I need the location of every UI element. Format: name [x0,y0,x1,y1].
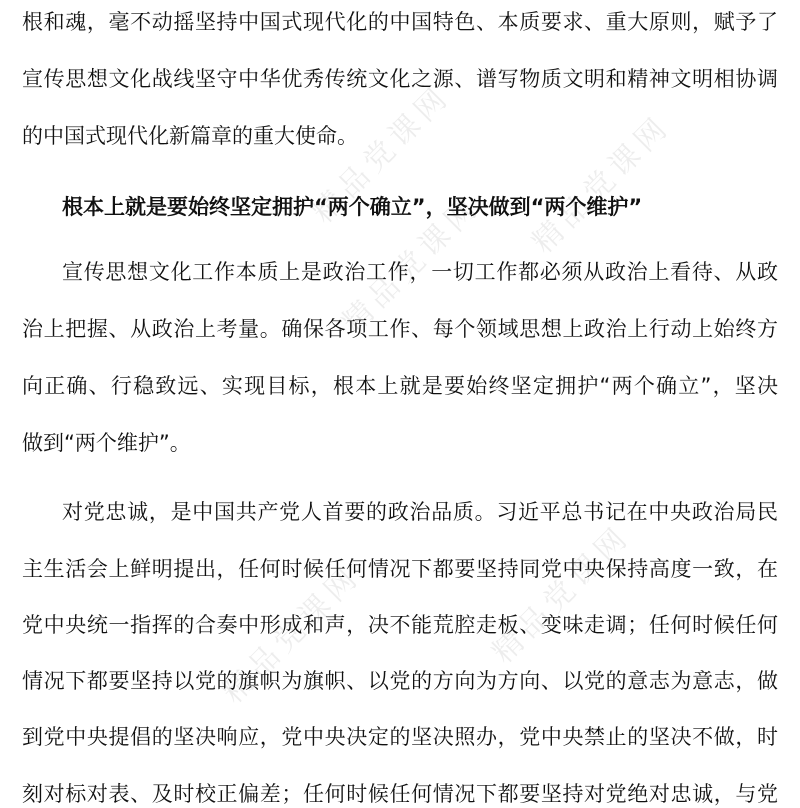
watermark-text: 精品党课网 [485,518,638,671]
text-line: 的中国式现代化新篇章的重大使命。 [22,124,358,148]
text-line: 到党中央提倡的坚决响应，党中央决定的坚决照办，党中央禁止的坚决不做，时 [22,725,778,749]
text-line: 主生活会上鲜明提出，任何时候任何情况下都要坚持同党中央保持高度一致，在 [22,557,778,581]
text-line: 向正确、行稳致远、实现目标，根本上就是要始终坚定拥护“两个确立”，坚决 [22,374,778,398]
text-line: 治上把握、从政治上考量。确保各项工作、每个领域思想上政治上行动上始终方 [22,317,778,341]
text-line: 宣传思想文化工作本质上是政治工作，一切工作都必须从政治上看待、从政 [62,260,778,284]
watermark-text: 精品党课网 [335,188,488,341]
text-line: 对党忠诚，是中国共产党人首要的政治品质。习近平总书记在中央政治局民 [62,500,778,524]
text-line: 做到“两个维护”。 [22,431,191,455]
text-line: 宣传思想文化战线坚守中华优秀传统文化之源、谱写物质文明和精神文明相协调 [22,67,778,91]
watermark-text: 精品党课网 [305,78,458,231]
text-line: 刻对标对表、及时校正偏差；任何时候任何情况下都要坚持对党绝对忠诚，与党 [22,782,778,806]
text-line: 党中央统一指挥的合奏中形成和声，决不能荒腔走板、变味走调；任何时候任何 [22,613,778,637]
text-line: 根和魂，毫不动摇坚持中国式现代化的中国特色、本质要求、重大原则，赋予了 [22,10,778,34]
watermark-text: 精品党课网 [525,108,678,261]
watermark-text: 精品党课网 [215,558,368,711]
text-line: 情况下都要坚持以党的旗帜为旗帜、以党的方向为方向、以党的意志为意志，做 [22,669,778,693]
section-heading: 根本上就是要始终坚定拥护“两个确立”，坚决做到“两个维护” [62,195,643,219]
